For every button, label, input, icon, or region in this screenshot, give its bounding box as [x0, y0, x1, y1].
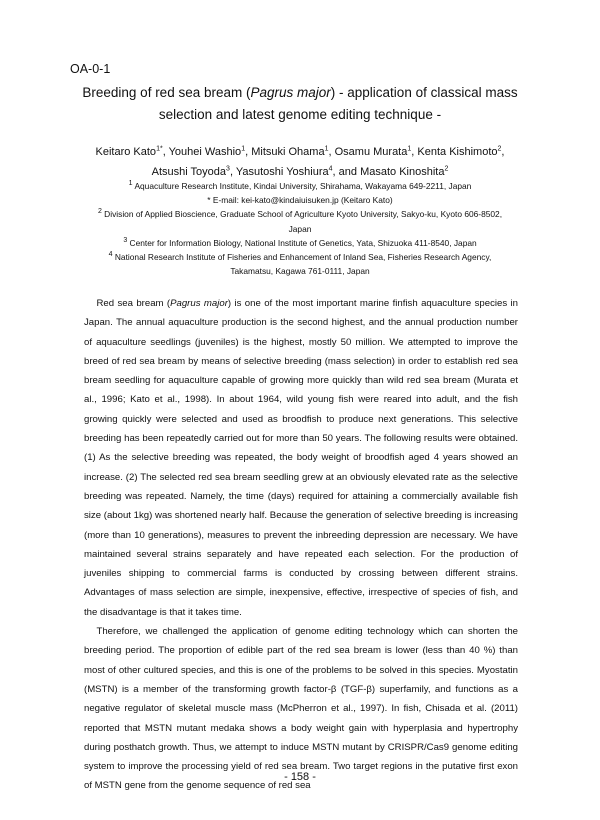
author-name: Keitaro Kato	[95, 146, 157, 158]
corresponding-email: * E-mail: kei-kato@kindaiuisuken.jp (Keitaro Kato)	[207, 195, 393, 206]
author-separator: ,	[328, 146, 335, 158]
affiliation-2	[40, 207, 560, 221]
author-list	[60, 142, 540, 182]
author-name: Osamu Murata	[334, 146, 408, 158]
author	[236, 166, 360, 178]
author-affiliation-mark: 4	[328, 165, 333, 173]
author-name: Kenta Kishimoto	[417, 146, 498, 158]
paper-title	[60, 82, 540, 126]
paragraph-1-start: Red sea bream (	[96, 298, 171, 309]
affiliation-3-number: 3	[123, 237, 128, 245]
author-affiliation-mark: 1*	[156, 145, 163, 153]
page-number: - 158 -	[284, 771, 316, 783]
author-name: Atsushi Toyoda	[151, 166, 227, 178]
affiliations	[40, 179, 560, 278]
affiliation-3-text: Center for Information Biology, National Institute of Genetics, Yata, Shizuoka 411-8540, Japan	[127, 237, 477, 248]
author-name: Yasutoshi Yoshiura	[235, 166, 329, 178]
title-part2: ) - application of classical mass selection and latest genome editing technique -	[158, 85, 518, 122]
author-separator: , and	[332, 166, 361, 178]
affiliation-1-number: 1	[128, 180, 133, 188]
title-species: Pagrus major	[250, 85, 331, 100]
author	[169, 146, 252, 158]
author-affiliation-mark: 1	[241, 145, 246, 153]
affiliation-4-text-line2: Takamatsu, Kagawa 761-0111, Japan	[230, 266, 370, 277]
author-affiliation-mark: 2	[497, 145, 502, 153]
author	[417, 146, 504, 158]
affiliation-2-number: 2	[97, 208, 102, 216]
author	[360, 166, 448, 178]
author-affiliation-mark: 2	[444, 165, 449, 173]
affiliation-3	[40, 236, 560, 250]
affiliation-4-number: 4	[108, 251, 113, 259]
paragraph-1	[84, 294, 518, 622]
paragraph-1-species: Pagrus major	[170, 298, 228, 309]
affiliation-2-text-line1: Division of Applied Bioscience, Graduate School of Agriculture Kyoto University, Sakyo-ku, Kyoto 606-8502,	[101, 209, 503, 220]
author-affiliation-mark: 1	[324, 145, 329, 153]
author-affiliation-mark: 1	[407, 145, 412, 153]
affiliation-1-text: Aquaculture Research Institute, Kindai University, Shirahama, Wakayama 649-2211, Japan	[132, 181, 472, 191]
author-name: Masato Kinoshita	[360, 166, 445, 178]
author	[152, 166, 236, 178]
paragraph-1-rest: ) is one of the most important marine finfish aquaculture species in Japan. The annual aquaculture production is the second highest, and the annual production number of aquaculture seedlings (juveniles) is the highest, mostly 50 million. We attempted to improve the breed of red sea bream by means of selective breeding (mass selection) in order to establish red sea bream seedling for aquaculture capable of growing more quickly than wild red sea bream (Murata et al., 1996; Kato et al., 1998). In about 1964, wild young fish were reared into adult, and the fish growing quickly were selected and used as broodfish to produce next generations. This selective breeding has been repeatedly carried out for more than 50 years. The following results were obtained. (1) As the selective breeding was repeated, the body weight of broodfish aged 4 years showed an increase. (2) The selected red sea bream seedling grew at an obviously elevated rate as the selective breeding was repeated. Namely, the time (days) required for attaining a commercially available fish size (about 1kg) was shortened nearly half. Because the generation of selective breeding is increasing (more than 10 generations), measures to prevent the inbreeding depression are necessary. We have maintained several strains separately and have repeated each selection. For the production of juveniles shipping to commercial farms is conducted by crossing between different strains. Advantages of mass selection are simple, inexpensive, effective, irrespective of species of fish, and the disadvantage is that it takes time.	[84, 298, 518, 618]
abstract-body	[84, 294, 518, 796]
author	[96, 146, 169, 158]
author	[335, 146, 418, 158]
affiliation-2-text-line2: Japan	[288, 223, 312, 234]
affiliation-1	[40, 179, 560, 193]
affiliation-4	[40, 250, 560, 264]
affiliation-4-text-line1: National Research Institute of Fisheries and Enhancement of Inland Sea, Fisheries Research Agency,	[112, 252, 492, 263]
author-name: Youhei Washio	[168, 146, 242, 158]
author-separator: ,	[229, 166, 236, 178]
session-code: OA-0-1	[70, 62, 111, 76]
author-affiliation-mark: 3	[226, 165, 230, 173]
author-name: Mitsuki Ohama	[251, 146, 325, 158]
author-separator: ,	[162, 146, 169, 158]
author-separator: ,	[411, 146, 418, 158]
author	[251, 146, 334, 158]
paragraph-2: Therefore, we challenged the application of genome editing technology which can shorten the breeding period. The proportion of edible part of the red sea bream is lower (less than 40 %) than most of other cultured species, and this is one of the problems to be solved in this species. Myostatin (MSTN) is a member of the transforming growth factor-β (TGF-β) superfamily, and functions as a negative regulator of skeletal muscle mass (McPherron et al., 1997). In fish, Chisada et al. (2011) reported that MSTN mutant medaka shows a body weight gain with hyperplasia and hypertrophy during posthatch growth. Thus, we attempt to induce MSTN mutant by CRISPR/Cas9 genome editing system to improve the processing yield of red sea bream. Two target regions in the putative first exon of MSTN gene from the genome sequence of red sea	[84, 626, 518, 792]
title-part1: Breeding of red sea bream (	[82, 85, 251, 100]
author-separator: ,	[501, 146, 505, 158]
author-separator: ,	[245, 146, 252, 158]
